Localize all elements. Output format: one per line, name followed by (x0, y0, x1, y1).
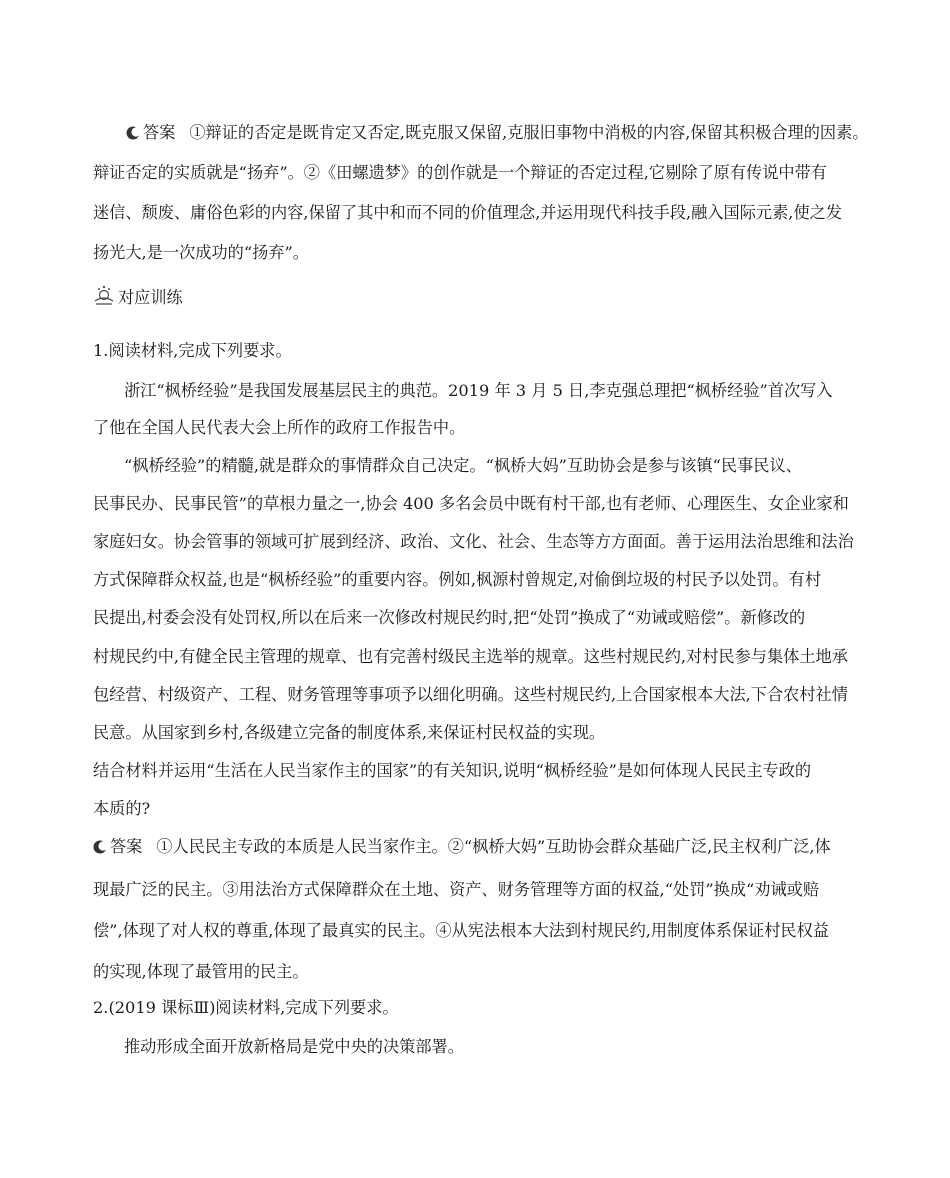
answer-text: ①人民民主专政的本质是人民当家作主。②“枫桥大妈”互助协会群众基础广泛,民主权利广泛,体 (156, 837, 831, 856)
material-line: 民提出,村委会没有处罚权,所以在后来一次修改村规民约时,把“处罚”换成了“劝诫或赔偿”。新修改的 (93, 608, 806, 627)
answer-mark-icon (126, 126, 140, 140)
question-title: 1.阅读材料,完成下列要求。 (93, 341, 292, 360)
material-line: 推动形成全面开放新格局是党中央的决策部署。 (124, 1037, 464, 1056)
answer-text: 的实现,体现了最管用的民主。 (93, 962, 309, 981)
answer-text: ①辩证的否定是既肯定又否定,既克服又保留,克服旧事物中消极的内容,保留其积极合理的因素。 (189, 123, 869, 142)
material-line: 方式保障群众权益,也是“枫桥经验”的重要内容。例如,枫源村曾规定,对偷倒垃圾的村民予以处罚。有村 (93, 570, 822, 589)
material-line: 村规民约中,有健全民主管理的规章、也有完善村级民主选举的规章。这些村规民约,对村民参与集体土地承 (93, 647, 848, 666)
material-line: “枫桥经验”的精髓,就是群众的事情群众自己决定。“枫桥大妈”互助协会是参与该镇“民事民议、 (124, 456, 802, 475)
answer-text: 迷信、颓废、庸俗色彩的内容,保留了其中和而不同的价值理念,并运用现代科技手段,融入国际元素,使之发 (93, 203, 843, 222)
material-line: 民事民办、民事民管”的草根力量之一,协会 400 多名会员中既有村干部,也有老师、心理医生、女企业家和 (93, 494, 849, 513)
answer-label: 答案 (143, 123, 176, 142)
answer-text: 辩证否定的实质就是“扬弃”。②《田螺遗梦》的创作就是一个辩证的否定过程,它剔除了原有传说中带有 (93, 163, 827, 182)
answer-text: 偿”,体现了对人权的尊重,体现了最真实的民主。④从宪法根本大法到村规民约,用制度体系保证村民权益 (93, 921, 829, 940)
answer-line (93, 837, 831, 857)
material-line: 家庭妇女。协会管事的领域可扩展到经济、政治、文化、社会、生态等方方面面。善于运用法治思维和法治 (93, 532, 854, 551)
material-line: 了他在全国人民代表大会上所作的政府工作报告中。 (93, 418, 466, 437)
question-prompt: 结合材料并运用“生活在人民当家作主的国家”的有关知识,说明“枫桥经验”是如何体现人民民主专政的 (93, 761, 812, 780)
answer-mark-icon (93, 840, 107, 854)
material-line: 包经营、村级资产、工程、财务管理等事项予以细化明确。这些村规民约,上合国家根本大法,下合农村社情 (93, 685, 848, 704)
material-line: 浙江“枫桥经验”是我国发展基层民主的典范。2019 年 3 月 5 日,李克强总理把“枫桥经验”首次写入 (124, 381, 833, 400)
question-prompt: 本质的? (93, 799, 151, 818)
practice-icon (93, 283, 115, 305)
answer-text: 扬光大,是一次成功的“扬弃”。 (93, 243, 309, 262)
answer-label: 答案 (110, 837, 143, 856)
section-heading (93, 283, 183, 308)
question-title: 2.(2019 课标Ⅲ)阅读材料,完成下列要求。 (93, 998, 399, 1017)
material-line: 民意。从国家到乡村,各级建立完备的制度体系,来保证村民权益的实现。 (93, 723, 606, 742)
section-label: 对应训练 (118, 288, 183, 307)
answer-text: 现最广泛的民主。③用法治方式保障群众在土地、资产、财务管理等方面的权益,“处罚”换成“劝诫或赔 (93, 880, 820, 899)
answer-line (126, 123, 869, 143)
